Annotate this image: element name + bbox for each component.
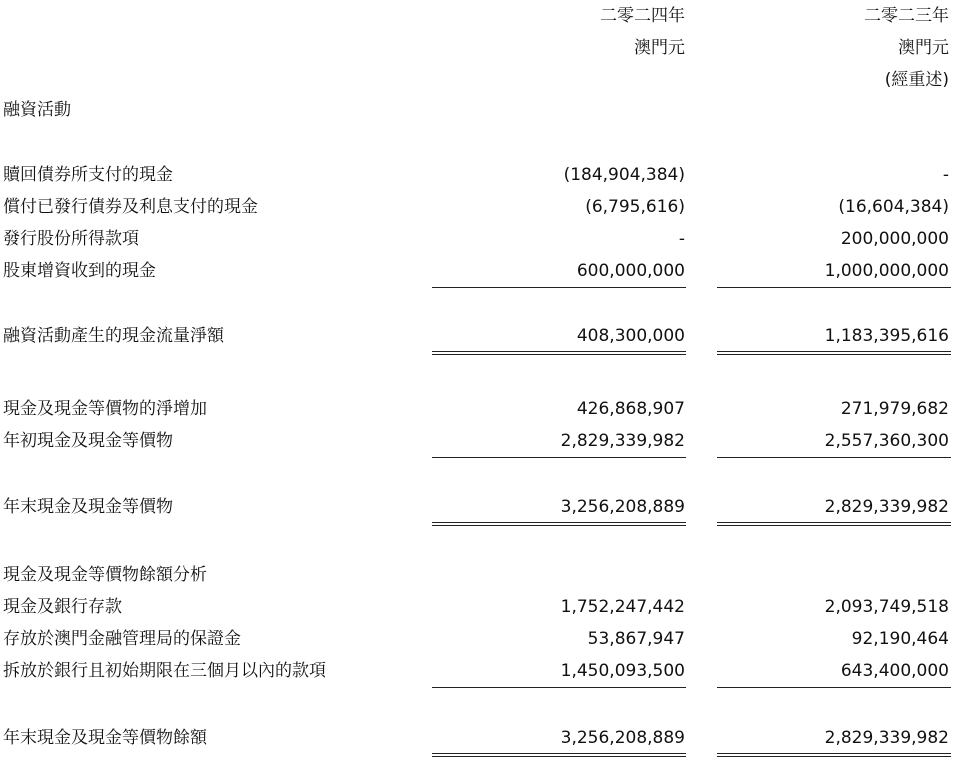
header-2024-year: 二零二四年 (600, 6, 685, 26)
rule (432, 287, 686, 288)
value-2023: 643,400,000 (840, 661, 949, 681)
value-2024: 2,829,339,982 (560, 431, 685, 451)
rule (717, 457, 951, 458)
value-2024: 3,256,208,889 (560, 728, 685, 748)
value-2024: (6,795,616) (585, 197, 685, 217)
rule (717, 687, 951, 688)
table-row (0, 196, 957, 218)
value-2023: 1,000,000,000 (824, 261, 949, 281)
header-2024-unit: 澳門元 (634, 38, 685, 58)
value-2023: - (942, 165, 949, 185)
rule (432, 687, 686, 688)
header-2023-unit: 澳門元 (898, 38, 949, 58)
value-2023: 2,557,360,300 (824, 431, 949, 451)
value-2024: 426,868,907 (576, 399, 685, 419)
table-row (0, 260, 957, 282)
row-label: 現金及現金等價物的淨增加 (3, 399, 207, 419)
value-2024: - (678, 229, 685, 249)
double-rule (432, 351, 686, 355)
row-label: 償付已發行債券及利息支付的現金 (3, 197, 258, 217)
double-rule (717, 522, 951, 526)
table-row (0, 164, 957, 186)
section-analysis: 現金及現金等價物餘額分析 (3, 565, 207, 585)
row-label: 現金及銀行存款 (3, 597, 122, 617)
double-rule (717, 753, 951, 757)
table-row (0, 398, 957, 420)
header-2023-note: (經重述) (884, 70, 949, 90)
double-rule (432, 522, 686, 526)
row-label: 發行股份所得款項 (3, 229, 139, 249)
table-row-total (0, 496, 957, 518)
table-row (0, 430, 957, 452)
row-label: 年末現金及現金等價物 (3, 497, 173, 517)
double-rule (432, 753, 686, 757)
value-2023: (16,604,384) (838, 197, 949, 217)
value-2023: 1,183,395,616 (824, 326, 949, 346)
row-label: 拆放於銀行且初始期限在三個月以內的款項 (3, 661, 326, 681)
row-label: 融資活動產生的現金流量淨額 (3, 326, 224, 346)
value-2023: 2,093,749,518 (824, 597, 949, 617)
value-2024: 3,256,208,889 (560, 497, 685, 517)
rule (717, 287, 951, 288)
value-2023: 2,829,339,982 (824, 728, 949, 748)
header-2023 (864, 6, 949, 90)
row-label: 股東增資收到的現金 (3, 261, 156, 281)
value-2024: 1,450,093,500 (560, 661, 685, 681)
table-row-total (0, 727, 957, 749)
row-label: 年初現金及現金等價物 (3, 431, 173, 451)
value-2024: 408,300,000 (576, 326, 685, 346)
section-financing: 融資活動 (3, 100, 71, 120)
value-2024: 1,752,247,442 (560, 597, 685, 617)
value-2023: 200,000,000 (840, 229, 949, 249)
row-label: 年末現金及現金等價物餘額 (3, 728, 207, 748)
row-label: 存放於澳門金融管理局的保證金 (3, 629, 241, 649)
value-2024: 53,867,947 (587, 629, 685, 649)
value-2023: 271,979,682 (840, 399, 949, 419)
table-row-subtotal (0, 325, 957, 347)
table-row (0, 596, 957, 618)
header-2024 (600, 6, 685, 58)
table-row (0, 628, 957, 650)
table-row (0, 228, 957, 250)
value-2023: 92,190,464 (851, 629, 949, 649)
table-row (0, 660, 957, 682)
value-2024: (184,904,384) (563, 165, 685, 185)
header-2023-year: 二零二三年 (864, 6, 949, 26)
value-2024: 600,000,000 (576, 261, 685, 281)
row-label: 贖回債券所支付的現金 (3, 165, 173, 185)
value-2023: 2,829,339,982 (824, 497, 949, 517)
rule (432, 457, 686, 458)
double-rule (717, 351, 951, 355)
